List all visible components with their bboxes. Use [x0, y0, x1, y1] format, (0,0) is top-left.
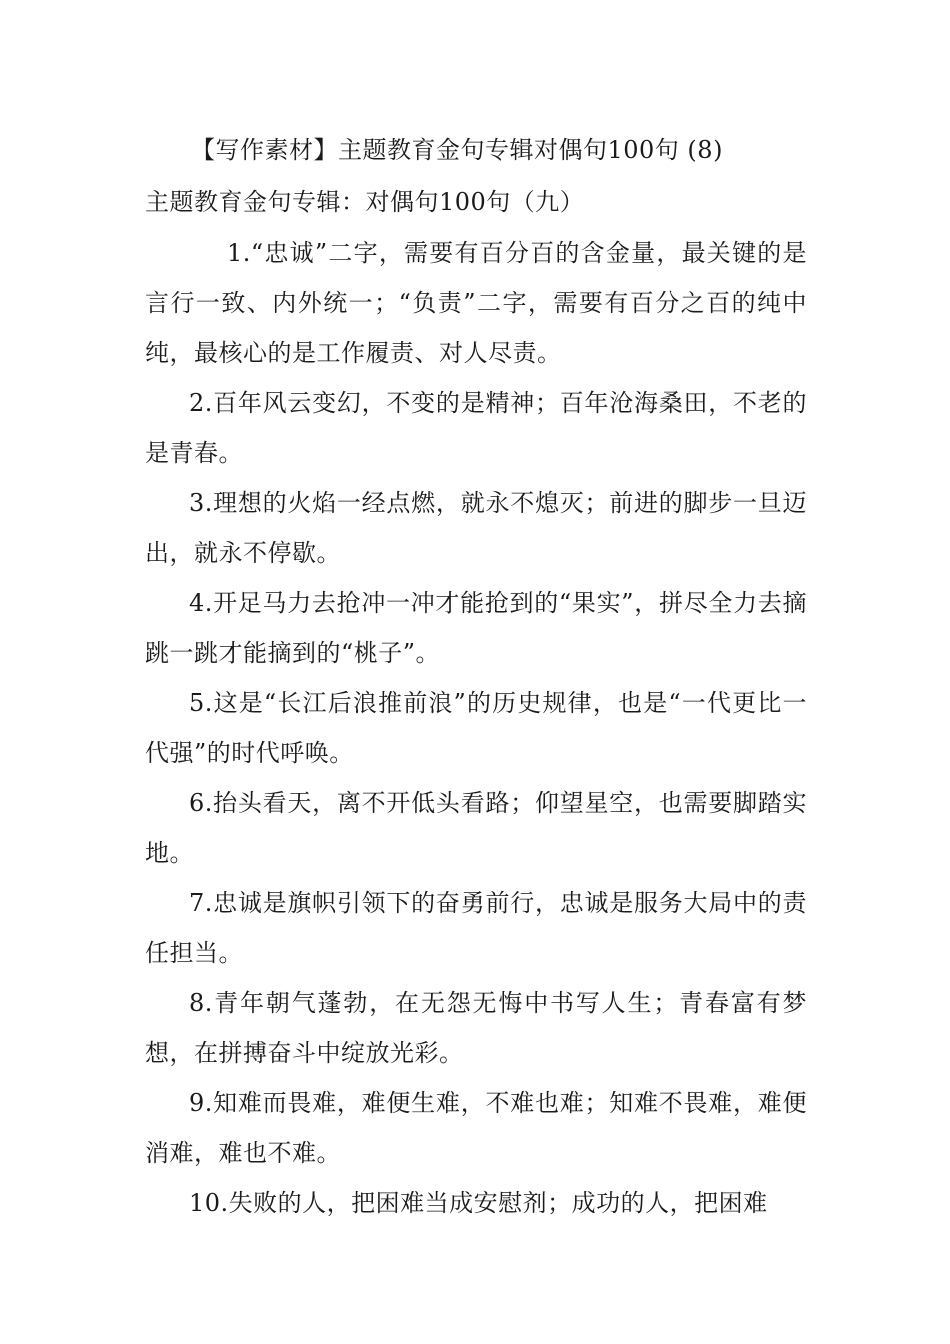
document-title: 【写作素材】主题教育金句专辑对偶句100句 (8) — [191, 136, 723, 164]
paragraph-2: 2.百年风云变幻，不变的是精神；百年沧海桑田，不老的是青春。 — [145, 389, 807, 467]
paragraph-4: 4.开足马力去抢冲一冲才能抢到的“果实”，拼尽全力去摘跳一跳才能摘到的“桃子”。 — [145, 589, 807, 667]
document-subtitle: 主题教育金句专辑：对偶句100句（九） — [145, 188, 585, 216]
paragraph-5: 5.这是“长江后浪推前浪”的历史规律，也是“一代更比一代强”的时代呼唤。 — [145, 689, 807, 767]
document-body — [145, 228, 807, 1228]
paragraph-1: 1.“忠诚”二字，需要有百分百的含金量，最关键的是言行一致、内外统一；“负责”二字，需要有百分之百的纯中纯，最核心的是工作履责、对人尽责。 — [145, 239, 807, 367]
paragraph-7: 7.忠诚是旗帜引领下的奋勇前行，忠诚是服务大局中的责任担当。 — [145, 889, 807, 967]
paragraph-8: 8.青年朝气蓬勃，在无怨无悔中书写人生；青春富有梦想，在拼搏奋斗中绽放光彩。 — [145, 989, 807, 1067]
paragraph-10: 10.失败的人，把困难当成安慰剂；成功的人，把困难 — [189, 1189, 768, 1217]
paragraph-6: 6.抬头看天，离不开低头看路；仰望星空，也需要脚踏实地。 — [145, 789, 807, 867]
paragraph-3: 3.理想的火焰一经点燃，就永不熄灭；前进的脚步一旦迈出，就永不停歇。 — [145, 489, 807, 567]
paragraph-9: 9.知难而畏难，难便生难，不难也难；知难不畏难，难便消难，难也不难。 — [145, 1089, 807, 1167]
